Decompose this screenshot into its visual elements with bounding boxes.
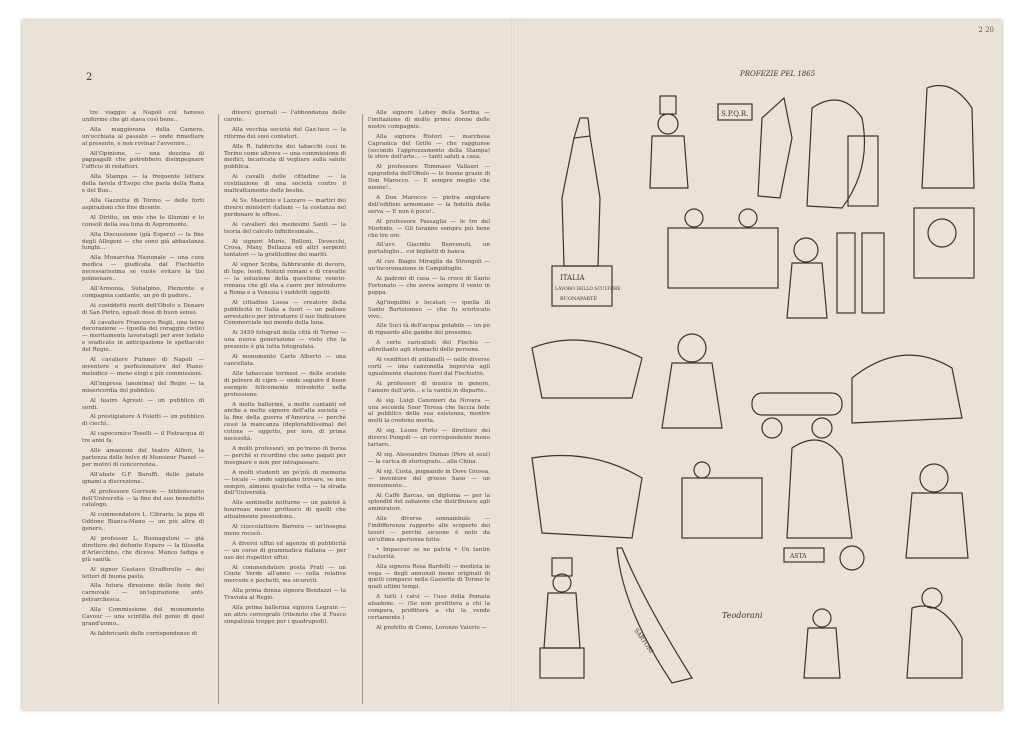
paragraph: Agl'inquilini e locatari — quella di Santo Bartolomeo — che fu scorticato vivo..: [368, 299, 490, 320]
paragraph: All'impresa (anonima) del Regio — la misericordia del pubblico.: [82, 380, 204, 394]
paragraph: Al sig. Leone Forto — direttore dei diversi Pungoli — un corrispondente meno tartaro..: [368, 428, 490, 449]
paragraph: All'abate G.F Baruffi, delle patate ignami a discrezione..: [82, 471, 204, 485]
paragraph: Alle tabaccaie torinesi — delle scatole di polvere di cipro — onde seguire il buon esempio felicemente introdotto nella professione.: [224, 370, 346, 398]
paragraph: Al capocomico Toselli — il Pistracqua di tre anni fa.: [82, 431, 204, 445]
paragraph: Al sig. Alessandro Dumas (Père et seul) — la carica di storiografo... alla China.: [368, 451, 490, 465]
text-page: [78, 74, 494, 674]
paragraph: Al professore Gorresio — bibliotecario dell'Università — la fine del suo benedetto catalogo.: [82, 488, 204, 509]
paragraph: A molti studenti un po'più di memoria — locale — onde sappiano trovare, se non sempre, almeno qualche volta — la strada dell'Università.: [224, 469, 346, 497]
monk-figure: [922, 86, 974, 189]
paragraph: Alla maggiorana della Camera, un'occhiata al passato — onde rimediare al presente, e non rovinar l'avvenire...: [82, 126, 204, 147]
paragraph: Alla Gazzetta di Torino — delle forti aspirazioni che fine dicente.: [82, 197, 204, 211]
page-number: 2: [86, 72, 93, 83]
feeding-scene: [852, 355, 962, 423]
artist-signature: Teodorani: [722, 611, 763, 620]
paragraph: diversi giornali — l'abbondanza delle carote.: [224, 110, 346, 123]
sign-spqr: S.P.Q.R.: [721, 110, 749, 118]
paragraph: Alla signora Ristori — marchesa Capranica del Grillo — che raggiunse (secondo l'apprezzamento della Stampa) le sfere dell'arte... — tanti saluti a casa.: [368, 133, 490, 161]
paragraph: Al cavaliere Francesco Regli, una terza decorazione — (quella del coraggio civile) — meritamente lavoratagli per aver lodato e sradicato in anticipazione lo spettacolo del Regio..: [82, 319, 204, 354]
paragraph: Ai professori di musica in genere, l'amore dell'arte... e la vanità in disparte..: [368, 380, 490, 394]
text-column-2: [224, 110, 346, 629]
sign-lavoro: LAVORO DELLO SCULTORE: [555, 287, 621, 292]
paragraph: Al professor L. Buonaguloni — già direttore del defunto Espero — la filosofia d'Arlecchino, che diceva: Manco fadiga e più sanità.: [82, 536, 204, 563]
asta-scene: [784, 546, 864, 570]
paragraph: Alla prima ballerina signora Legrain — un altro coreografo (ritenuto che il Fusco simpatizza troppo per i quadrupedi).: [224, 605, 346, 625]
paragraph: Ai padroni di casa — la croce di Santo Fortunato — che aveva sempre il vento in poppa.: [368, 276, 490, 296]
paragraph: All'avv. Giacinto Benvenuti, un portafoglio... coi biglietti di banca.: [368, 242, 490, 256]
paragraph: tre viaggio a Napoli col famoso uniforme che gli stava così bene..: [82, 110, 204, 123]
paragraph: Alle signore Lobey della Serbia — l'imitazione di molte prime donne delle nostre compagnie.: [368, 110, 490, 130]
paragraph: A tutti i calvi — l'uso della Pomata alsadone. — (Se non profittera a chi la compera, profitterà a chi la vende certamente.): [368, 594, 490, 621]
column-rule: [362, 114, 363, 704]
newspaper-sheet: [22, 20, 1002, 710]
caricature-page: [522, 70, 990, 704]
paragraph: Alle Suci tà dell'acqua potabile — un pò di riguardo alle gambe del prossimo.: [368, 323, 490, 337]
text-column-3: [368, 110, 490, 635]
paragraph: Ai cavalieri dei medesimi Santi — la teoria del calcolo infinitesimale...: [224, 221, 346, 235]
portrait-frame: [914, 208, 974, 278]
paragraph: A diversi uffizi ed agenzie di pubblicità — un corso di grammatica italiana — per uso dei rispettivi uffizi.: [224, 540, 346, 561]
paragraph: Ai cavalli delle cittadine — la costituzione di una società contro il maltrattamento delle bestie.: [224, 174, 346, 195]
paragraph: A molti professori, un po'meno di borsa — perchè si ricordino che sono pagati per insegnare e non per intrapassare.: [224, 445, 346, 466]
paragraph: Alle sentinelle notturne — un paletot à bourreau meno grottesco di quelli che attualmente possiedono..: [224, 500, 346, 521]
paragraph: Al commendatore L. Cibrario, la pipa di Oddone Bianca-Mano — un più altra di genere..: [82, 512, 204, 533]
paragraph: Al cavaliere Fummo di Napoli — inventore e perfezionatore del Piano-melodico — meno elogi e più commissioni.: [82, 357, 204, 377]
paragraph: Al signor Scoba, fabbricante di decoro, di lupe, leoni, festoni romani e di cravatte — la soluzione della questione veneto-romana che gli sta a cuore per introdurre a Roma e a Venezia i suddetti oggetti.: [224, 262, 346, 296]
column-rule: [218, 114, 219, 704]
statue-illustration: [552, 118, 621, 306]
paragraph: Ai cosiddetti merli dell'Obolo o Denaro di San Pietro, eguali dose di buon senso.: [82, 302, 204, 316]
sign-buonaparte: BUONAPARTE: [560, 296, 598, 302]
paragraph: Al teatro Agresti — un pubblico di sordi.: [82, 397, 204, 411]
center-fold: [511, 20, 514, 710]
paragraph: Alla signora Rosa Bardelli — modista in voga — degli annunzii meno originali di quelli comparsi nella Gazzetta di Torino le quali ultimi tempi.: [368, 563, 490, 591]
wolves-lion: [718, 98, 878, 208]
paragraph: Al cittadino Lossa — creatore della pubblicità in Italia a fuori — un pallone arrestatico per introdurre il suo Indicatore Commerciale nei mondo della luna.: [224, 299, 346, 327]
newspaper-readers: [668, 209, 778, 288]
paragraph: All'Armonia, Subalpino, Piemonte e compagnia cantante, un pò di pudore..: [82, 285, 204, 299]
paragraph: A molte balleriné, a molte cantanti ed anche a molte signore dell'alta società — la fine della guerra d'America — perchè cessi la mancanza (deplorabilissima) del cotone — oggetto, per loro, di prima necessità.: [224, 401, 346, 443]
tree-scene: [617, 548, 692, 683]
text-column-1: [82, 110, 204, 641]
fighting-figures: [532, 340, 642, 398]
paragraph: Al cav. Biagio Miraglia da Strongoli — un'incoronazione in Campidoglio.: [368, 259, 490, 273]
reading-table: [682, 462, 762, 538]
paragraph: A Don Marocco — pietra angolare dell'edifizio armoniano — la fedeltà della serva — E non è poco!..: [368, 194, 490, 215]
paragraph: All'Opinione, — una dozzina di pappagalli che potrebbero disimpegnare l'ufficio di redattori.: [82, 150, 204, 171]
children-scene: [804, 609, 840, 678]
hairy-figure: [787, 440, 852, 538]
paragraph: Al prefetto di Como, Lorenzo Valerio —: [376, 624, 488, 631]
paragraph: Al cioccolattiere Barrera — un'insegna meno rococò.: [224, 524, 346, 537]
paragraph: Al professore Passaglia — le tre del Morbido. — Gli faranno sempre più bene che tre ore.: [368, 218, 490, 239]
paragraph: Al monumento Carlo Alberto — una cancellata.: [224, 354, 346, 367]
pedestal-figure: [540, 558, 584, 678]
paragraph: Al commendatore posta Prati — un Conte Verde all'anno — colla relativa mercede e pochetti, ma sicuretti.: [224, 564, 346, 585]
paragraph: Ai signori Moris, Bolloni, Devecchi, Crosa, Maxy, Bellazza ed altri serpenti tentatori — la gratitudine dei mariti.: [224, 238, 346, 259]
corner-mark: 2 20: [978, 26, 994, 34]
sign-sartori: SARTORI: [632, 627, 655, 655]
sign-italia: ITALIA: [560, 274, 585, 282]
paragraph: Ai sig. Luigi Canonieri da Novara — una seconda Suor Teresa che faccia fede al pubblico della sua esistenza, mentre molti la credono morta.: [368, 397, 490, 425]
paragraph: Alle diverse sonnambule — l'indifferenza rapporto alle scoperte dei tesori — perchè sicuone è noto da un'ultima sperienza fatta:: [368, 516, 490, 543]
portly-figure: [906, 464, 968, 558]
paragraph: Alle amazzoni del teatro Alfieri, la partenza delle belve di Monsieur Pianet — per motivi di concorrenza..: [82, 448, 204, 468]
paragraph: Alla Monarchia Nazionale — una cura medica — giudicata dal Fischietto necessarissima se vuole evitare la tisi polmonare..: [82, 255, 204, 283]
paragraph: Alla Commissione del monumento Cavour — una scintilla del genio di quel grand'uomo..: [82, 607, 204, 627]
paragraph: Al Caffè Barcas, un diploma — per la splendid del zabaione che distribuisce agli ammiratori.: [368, 492, 490, 513]
caricature-illustrations: [522, 78, 990, 704]
paragraph: Al prestigiatore A Foletti — un pubblico di ciechi..: [82, 414, 204, 428]
paragraph: Al signor Gustavo Strafforello — dei lettori di buona pasta.: [82, 566, 204, 580]
paragraph: Alle R. fabbriche dei tabacchi così in Torino come altrove — una commissione di medici, incaricata di vegliare sulla salute pubblica.: [224, 143, 346, 171]
paragraph: Ai fabbricanti delle corrispondenze di: [90, 630, 198, 637]
soldier-figure: [787, 233, 884, 318]
caricature-title: PROFEZIE PEL 1865: [740, 70, 816, 78]
paragraph: Al professore Tommaso Vallauri — epigrafista dell'Obolo — le buone grazie di Don Marocco. — E sempre meglio che niente!..: [368, 164, 490, 192]
brawl-scene: [532, 456, 642, 539]
sign-asta: ASTA: [790, 553, 807, 560]
woman-figure: [907, 588, 962, 678]
paragraph: Ai Ss. Maurizio e Lazzaro — martiri dei diversi ministeri italiani — la costanza nel perdonare le offese..: [224, 197, 346, 218]
paragraph: Alla Discussione (già Espero) — la fine degli Allogeni — che sono già abbastanza lunghi...: [82, 231, 204, 252]
paragraph: Alla vecchia società del Gaz-luce — la riforma dei suoi contatori.: [224, 126, 346, 140]
paragraph: • Impaccar se ne patria • Un tantin l'autorità.: [368, 546, 490, 560]
cannon-scene: [662, 334, 842, 438]
paragraph: Ai venditori di zolfanelli — nelle diverse corti — una canzonella impervia agli ugualmente stazione fuori dal Fischietto.: [368, 357, 490, 377]
paragraph: Alla prima donna signora Bendazzi — la Traviata al Regio.: [224, 588, 346, 602]
paragraph: A certe caricatisti del Fischio — altrettanto agli stomachi delle persone.: [368, 340, 490, 354]
paragraph: Alla futura direzione delle feste del carnovale — un'ispirazione anti-petrarchesca.: [82, 583, 204, 604]
paragraph: Alla Stampa — la frequente lettura della favola d'Esopo che parla della Rana e del Bue..: [82, 174, 204, 195]
paragraph: Al Diritto, un mio che lo illumini e lo consoli della sua luna di Aspromonte.: [82, 214, 204, 228]
paragraph: Ai 3459 fotografi della città di Torino — una nuova generazione — visto che la presente è già tutta fotografata.: [224, 330, 346, 351]
tophat-figure: [650, 96, 688, 188]
paragraph: Al sig. Costa, pugnando in Dove Grossa, — inventore del grosso haso — un monumento...: [368, 468, 490, 489]
